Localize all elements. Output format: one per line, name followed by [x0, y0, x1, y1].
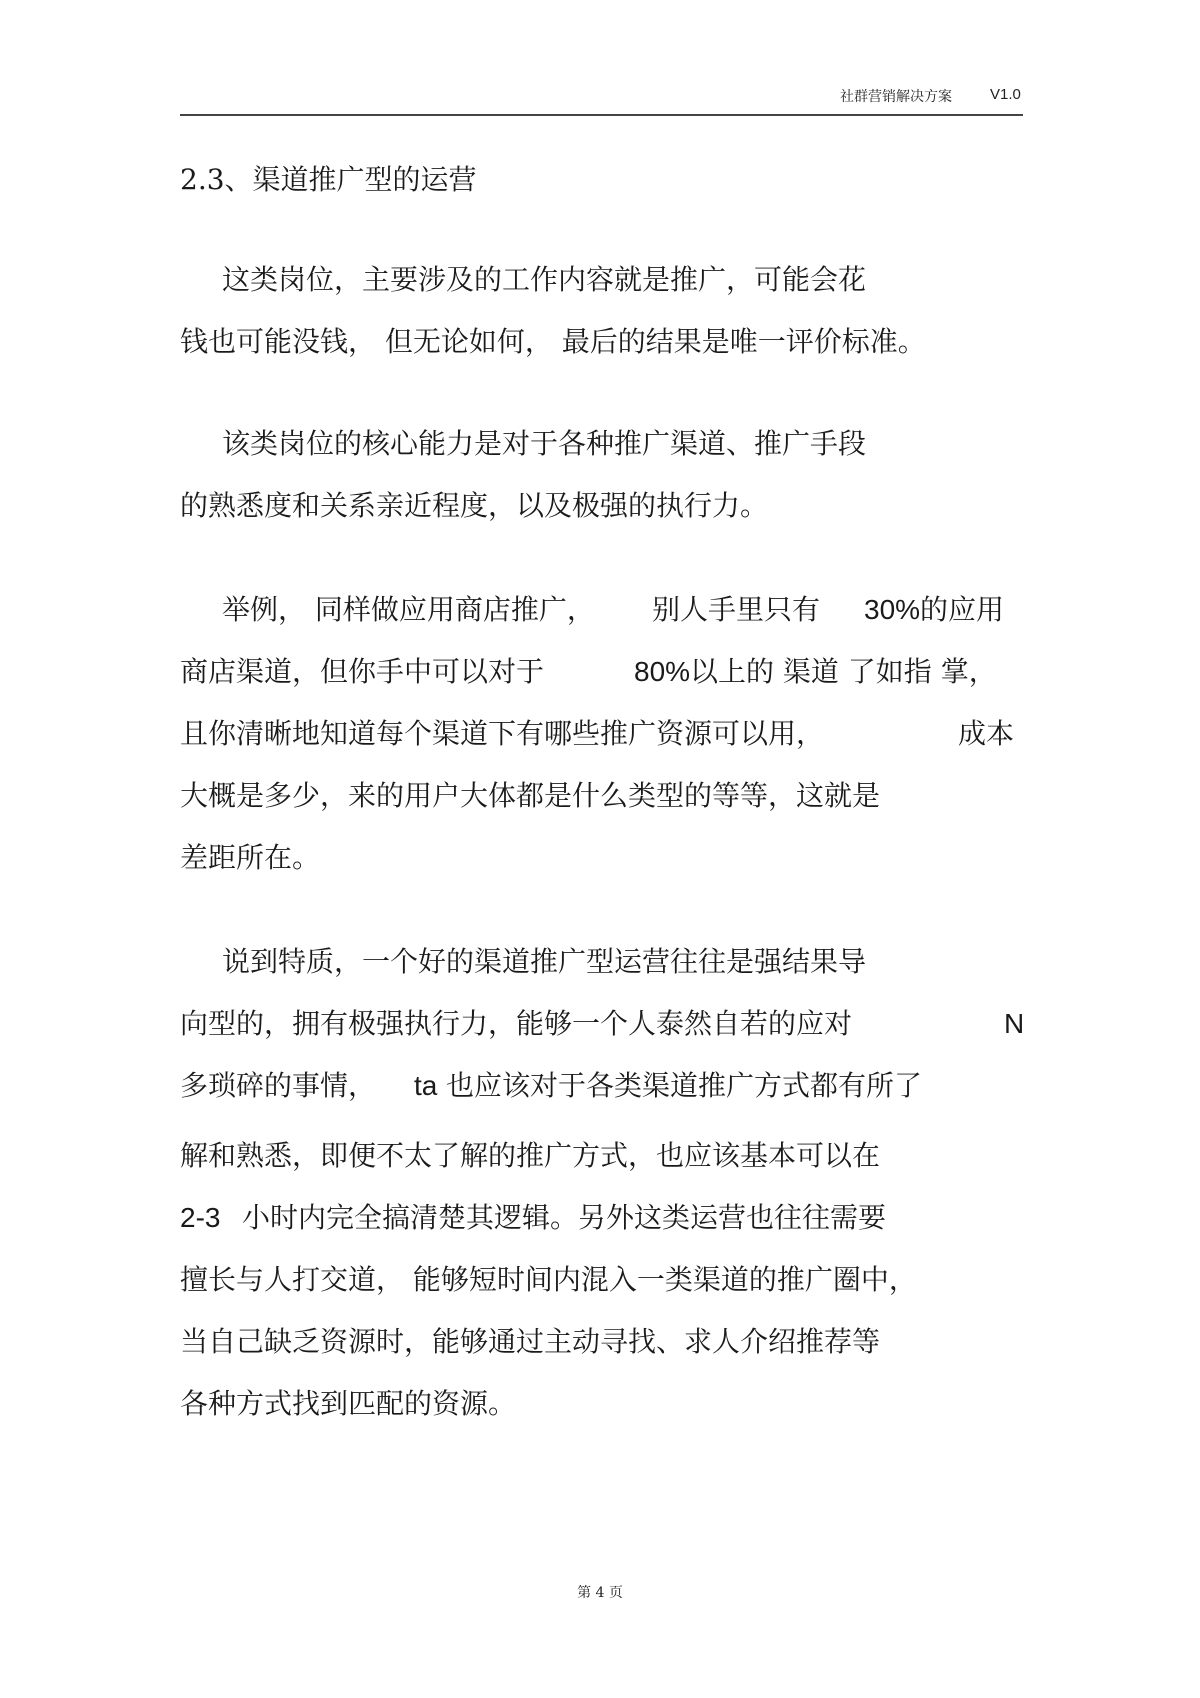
paragraph-line: 解和熟悉，即便不太了解的推广方式，也应该基本可以在	[180, 1139, 881, 1172]
paragraph-line: 当自己缺乏资源时，能够通过主动寻找、求人介绍推荐等	[180, 1325, 881, 1358]
paragraph-line: 钱也可能没钱， 但无论如何， 最后的结果是唯一评价标准。	[180, 325, 926, 358]
paragraph-fragment: 向型的，拥有极强执行力，能够一个人泰然自若的应对	[180, 1007, 853, 1040]
paragraph-line: 这类岗位，主要涉及的工作内容就是推广，可能会花	[222, 263, 867, 296]
page-number: 第 4 页	[577, 1585, 623, 1601]
paragraph-fragment: 商店渠道，但你手中可以对于	[180, 655, 545, 688]
header-version: V1.0	[990, 86, 1021, 103]
paragraph-fragment: 别人手里只有	[652, 593, 821, 626]
paragraph-line: 说到特质，一个好的渠道推广型运营往往是强结果导	[222, 945, 867, 978]
paragraph-fragment: 且你清晰地知道每个渠道下有哪些推广资源可以用，	[180, 717, 825, 750]
header-divider	[180, 114, 1023, 116]
paragraph-line: 擅长与人打交道， 能够短时间内混入一类渠道的推广圈中，	[180, 1263, 917, 1296]
paragraph-fragment: 成本	[958, 717, 1015, 750]
paragraph-line: 的熟悉度和关系亲近程度，以及极强的执行力。	[180, 489, 769, 522]
paragraph-fragment: 的应用	[920, 593, 1005, 626]
paragraph-line: 差距所在。	[180, 841, 321, 874]
paragraph-fragment: 举例， 同样做应用商店推广，	[222, 593, 595, 626]
section-heading: 2.3、渠道推广型的运营	[180, 163, 477, 196]
paragraph-fragment: ta	[414, 1070, 438, 1101]
paragraph-fragment: N	[1004, 1008, 1025, 1039]
paragraph-fragment: 小时内完全搞清楚其逻辑。另外这类运营也往往需要	[242, 1201, 887, 1234]
paragraph-line: 各种方式找到匹配的资源。	[180, 1387, 517, 1420]
paragraph-line: 大概是多少，来的用户大体都是什么类型的等等，这就是	[180, 779, 881, 812]
paragraph-fragment: 多琐碎的事情，	[180, 1069, 377, 1102]
paragraph-fragment: 也应该对于各类渠道推广方式都有所了	[446, 1069, 923, 1102]
header-doc-title: 社群营销解决方案	[840, 89, 952, 105]
paragraph-line: 该类岗位的核心能力是对于各种推广渠道、推广手段	[222, 427, 867, 460]
percent-value: 80%	[634, 656, 691, 687]
paragraph-fragment: 2-3	[180, 1202, 221, 1233]
percent-value: 30%	[864, 594, 921, 625]
paragraph-fragment: 以上的 渠道 了如指 掌，	[690, 655, 997, 688]
